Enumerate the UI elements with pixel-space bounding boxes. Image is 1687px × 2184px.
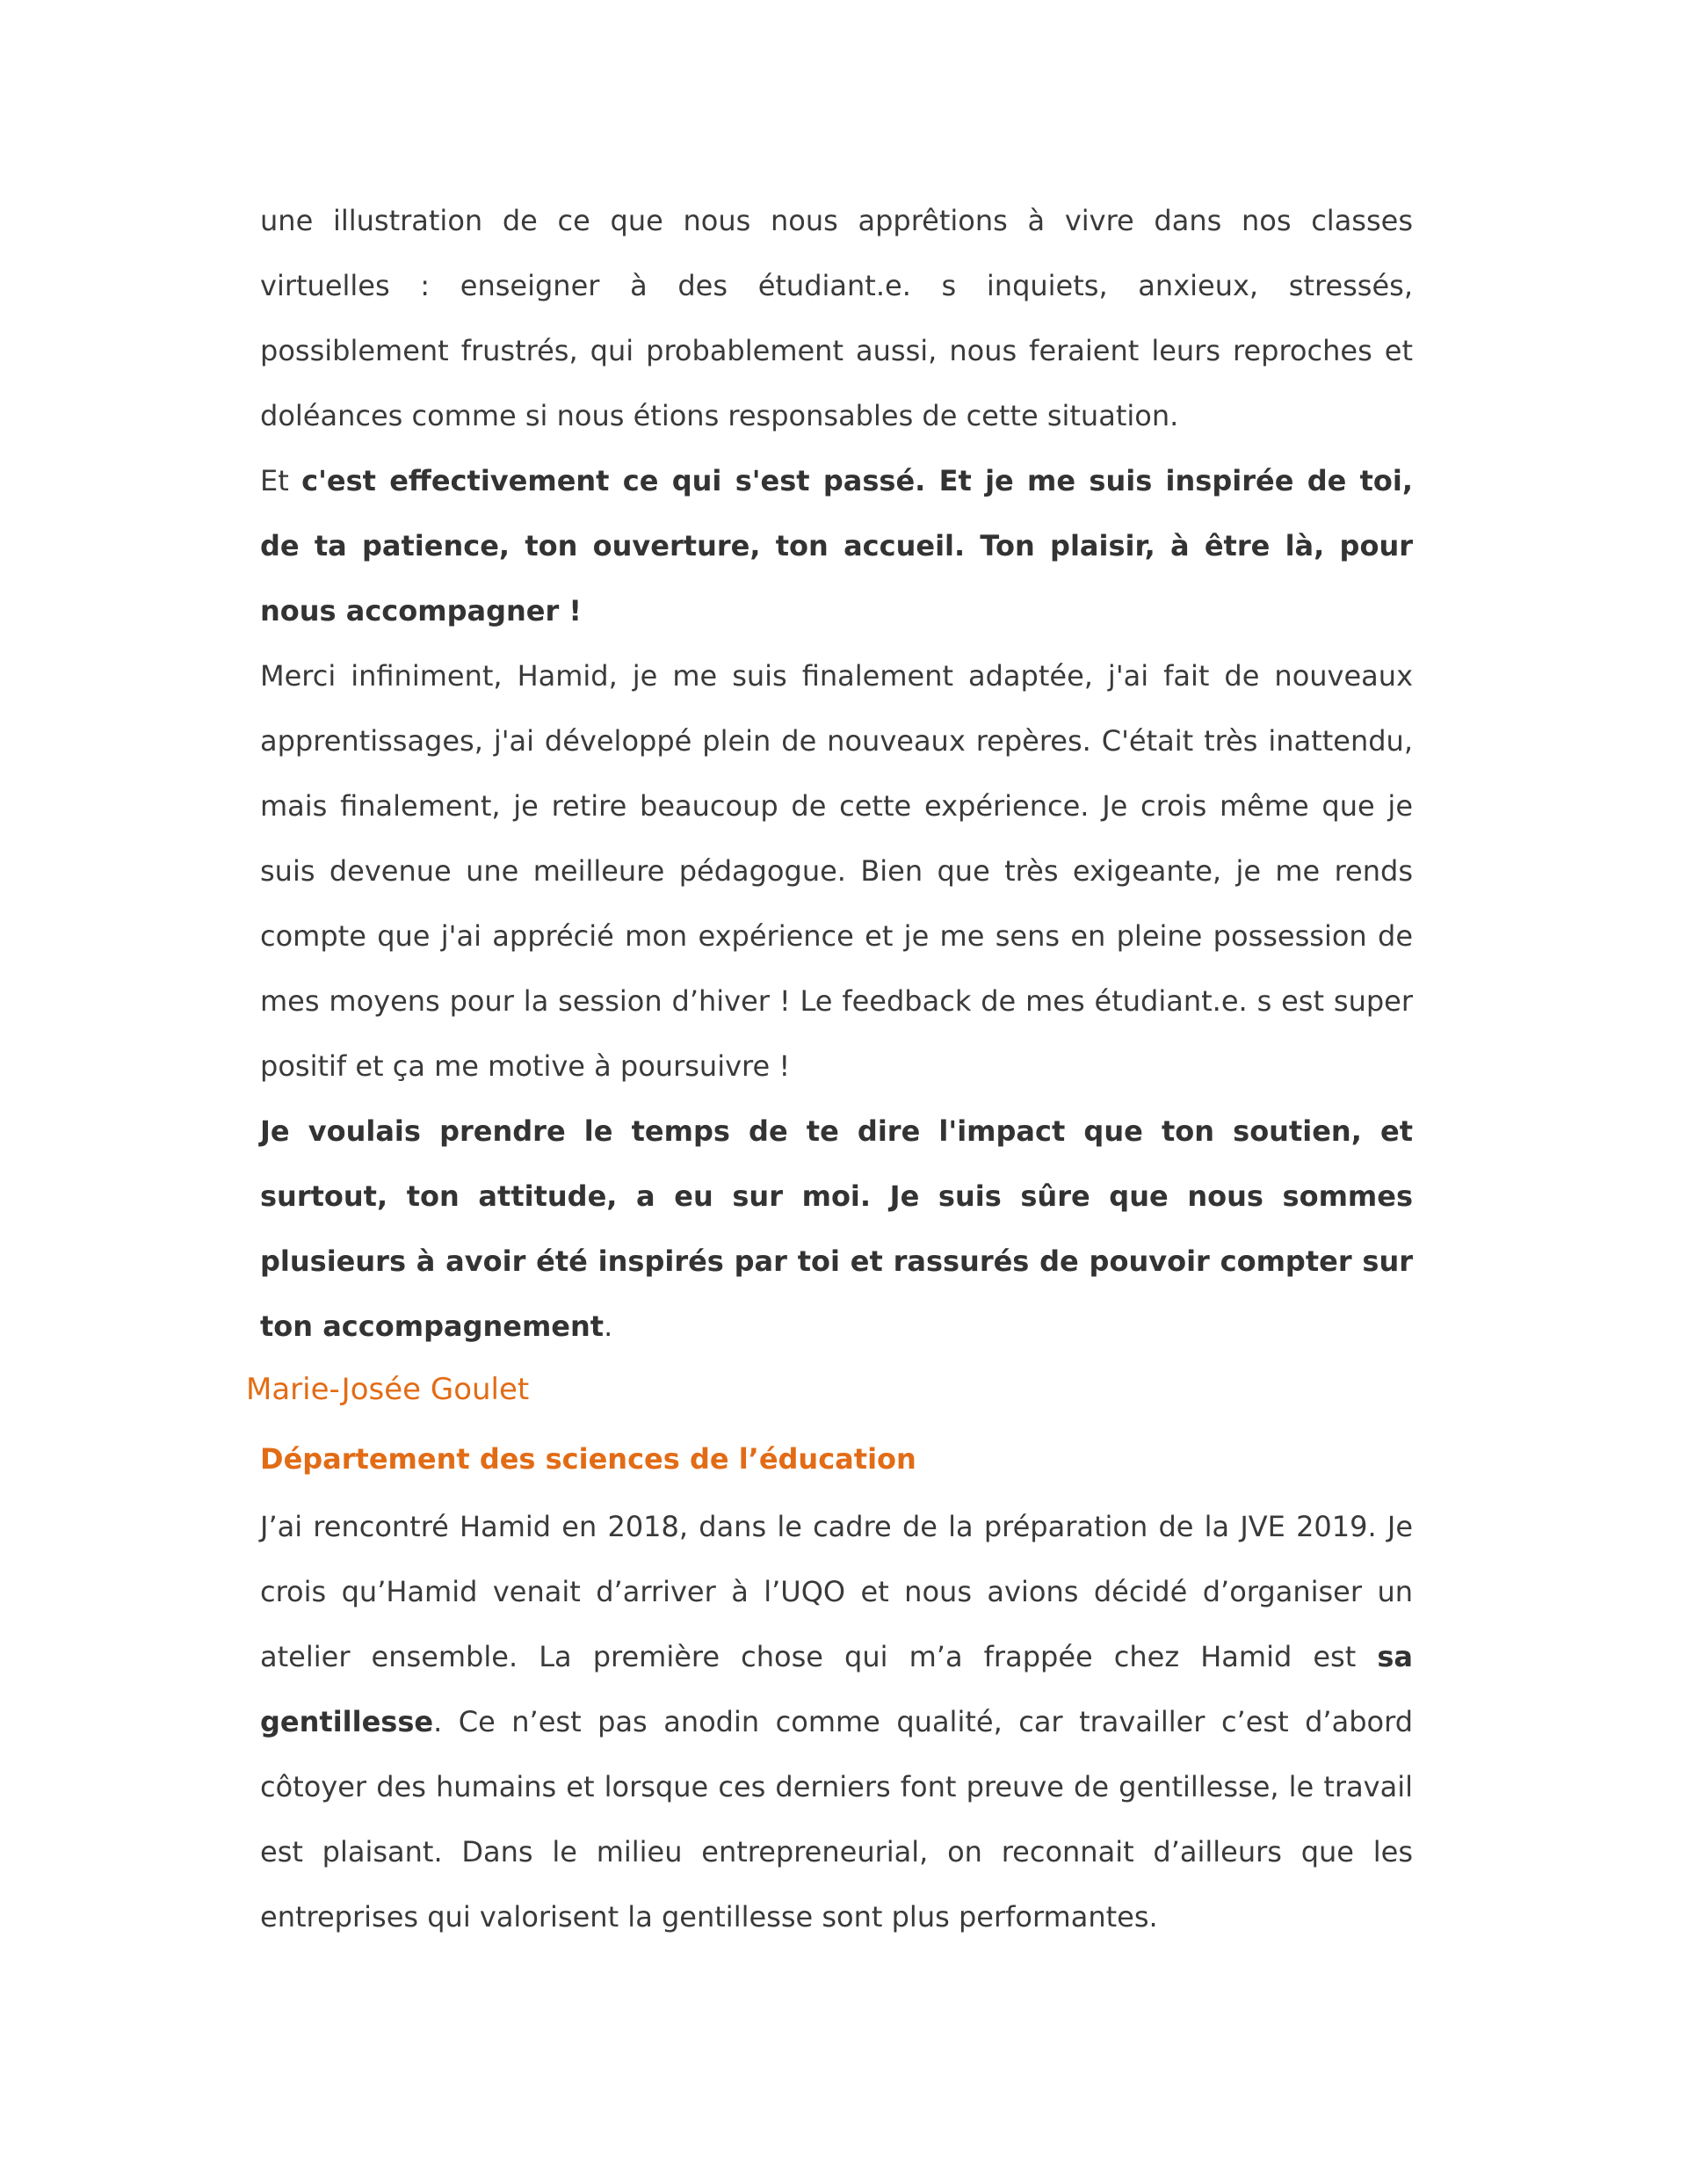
paragraph-lead-text: Et bbox=[260, 464, 302, 497]
letter-one-paragraph-2 bbox=[260, 448, 1413, 643]
paragraph-text-continued: . Ce n’est pas anodin comme qualité, car travailler c’est d’abord côtoyer des humains et lorsque ces derniers font preuve de gentillesse, le travail est plaisant. Dans le milieu entrepreneurial, on reconnait d’ailleurs que les entreprises qui valorisent la gentillesse sont plus performantes. bbox=[260, 1705, 1413, 1934]
emphasized-text: c'est effectivement ce qui s'est passé. Et je me suis inspirée de toi, de ta patience, ton ouverture, ton accueil. Ton plaisir, à être là, pour nous accompagner ! bbox=[260, 464, 1414, 628]
paragraph-text: Merci infiniment, Hamid, je me suis finalement adaptée, j'ai fait de nouveaux apprentissages, j'ai développé plein de nouveaux repères. C'était très inattendu, mais finalement, je retire beaucoup de cette expérience. Je crois même que je suis devenue une meilleure pédagogue. Bien que très exigeante, je me rends compte que j'ai apprécié mon expérience et je me sens en pleine possession de mes moyens pour la session d’hiver ! Le feedback de mes étudiant.e. s est super positif et ça me motive à poursuivre ! bbox=[260, 659, 1413, 1083]
letter-one-paragraph-4 bbox=[260, 1099, 1413, 1359]
paragraph-text: J’ai rencontré Hamid en 2018, dans le cadre de la préparation de la JVE 2019. Je crois qu’Hamid venait d’arriver à l’UQO et nous avions décidé d’organiser un atelier ensemble. La première chose qui m’a frappée chez Hamid est bbox=[260, 1510, 1413, 1673]
letter-one-paragraph-3 bbox=[260, 643, 1413, 1099]
paragraph-text: une illustration de ce que nous nous apprêtions à vivre dans nos classes virtuelles : enseigner à des étudiant.e. s inquiets, anxieux, stressés, possiblement frustrés, qui probablement aussi, nous feraient leurs reproches et doléances comme si nous étions responsables de cette situation. bbox=[260, 204, 1413, 432]
letter-two-paragraph-1 bbox=[260, 1494, 1413, 1949]
letter-two-body bbox=[260, 1494, 1413, 1949]
emphasized-text: Je voulais prendre le temps de te dire l'impact que ton soutien, et surtout, ton attitude, a eu sur moi. Je suis sûre que nous sommes plusieurs à avoir été inspirés par toi et rassurés de pouvoir compter sur ton accompagnement bbox=[260, 1114, 1413, 1343]
letter-one-body bbox=[260, 188, 1413, 1359]
author-name: Marie-Josée Goulet bbox=[246, 1372, 530, 1407]
paragraph-end-punctuation: . bbox=[604, 1310, 613, 1343]
emphasized-text: sa gentillesse bbox=[260, 1640, 1413, 1738]
department-heading: Département des sciences de l’éducation bbox=[260, 1442, 916, 1476]
letter-one-paragraph-1 bbox=[260, 188, 1413, 448]
